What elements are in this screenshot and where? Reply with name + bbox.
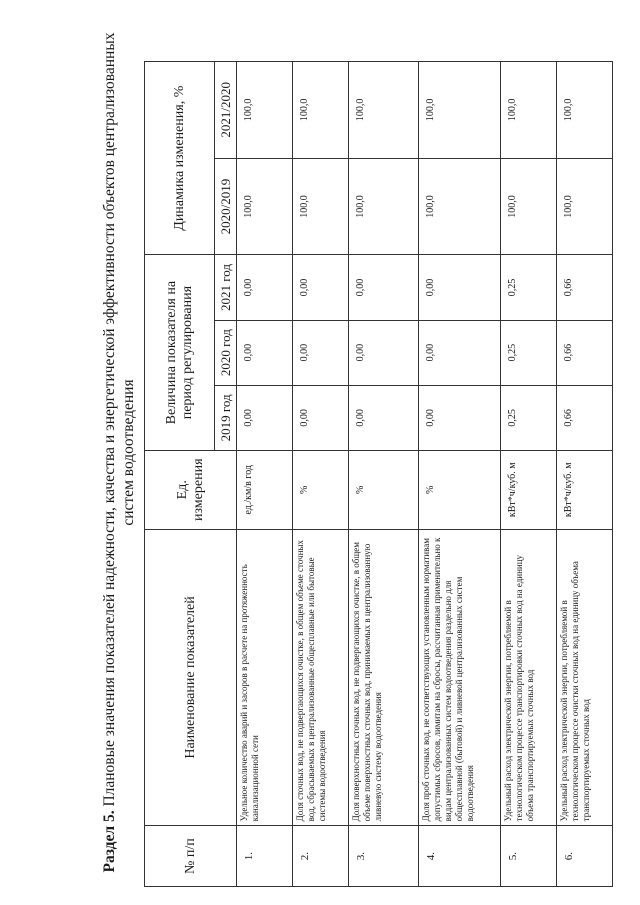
row-dyn-2: 100,0: [293, 62, 349, 159]
row-unit: %: [419, 450, 501, 529]
indicators-table: [144, 61, 613, 887]
row-value-2019: 0,00: [237, 385, 293, 450]
row-dyn-1: 100,0: [501, 158, 557, 255]
table-row: [293, 62, 349, 887]
header-name: Наименование показателей: [145, 529, 237, 826]
row-name: Доля сточных вод, не подвергающихся очистке, в общем объеме сточных вод, сбрасываемых в централизованные общесплавные или бытовые системы водоотведения: [293, 529, 349, 826]
row-value-2020: 0,00: [349, 320, 419, 385]
table-row: [349, 62, 419, 887]
row-name: Доля поверхностных сточных вод, не подвергающихся очистке, в общем объеме поверхностных сточных вод, принимаемых в централизованную ливневую систему водоотведения: [349, 529, 419, 826]
row-unit: ед./км/в год: [237, 450, 293, 529]
header-values-group: Величина показателя на период регулирования: [145, 255, 215, 451]
row-value-2019: 0,00: [293, 385, 349, 450]
section-heading: [100, 20, 138, 885]
row-value-2021: 0,00: [293, 255, 349, 320]
row-value-2021: 0,66: [557, 255, 613, 320]
row-dyn-2: 100,0: [419, 62, 501, 159]
row-value-2019: 0,66: [557, 385, 613, 450]
row-num: 3.: [349, 826, 419, 887]
section-title: Плановые значения показателей надежности, качества и энергетической эффективности объектов централизованных систем водоотведения: [101, 32, 137, 811]
row-num: 4.: [419, 826, 501, 887]
row-num: 2.: [293, 826, 349, 887]
header-dyn-2021-2020: 2021/2020: [215, 62, 237, 159]
row-num: 5.: [501, 826, 557, 887]
row-unit: кВт*ч/куб. м: [557, 450, 613, 529]
row-dyn-1: 100,0: [349, 158, 419, 255]
row-value-2020: 0,25: [501, 320, 557, 385]
row-name: Удельное количество аварий и засоров в расчете на протяженность канализационной сети: [237, 529, 293, 826]
header-year-2021: 2021 год: [215, 255, 237, 320]
row-value-2021: 0,00: [349, 255, 419, 320]
header-unit: Ед. измерения: [145, 450, 237, 529]
row-dyn-1: 100,0: [419, 158, 501, 255]
header-year-2020: 2020 год: [215, 320, 237, 385]
row-name: Удельный расход электрической энергии, потребляемой в технологическом процессе транспортировки сточных вод на единицу объема транспортируемых сточных вод: [501, 529, 557, 826]
header-num: № п/п: [145, 826, 237, 887]
row-dyn-1: 100,0: [293, 158, 349, 255]
table-row: [237, 62, 293, 887]
table-row: [419, 62, 501, 887]
row-value-2021: 0,00: [419, 255, 501, 320]
row-dyn-1: 100,0: [237, 158, 293, 255]
row-value-2019: 0,25: [501, 385, 557, 450]
row-dyn-2: 100,0: [557, 62, 613, 159]
row-dyn-2: 100,0: [237, 62, 293, 159]
row-name: Удельный расход электрической энергии, потребляемой в технологическом процессе очистки сточных вод на единицу объема транспортируемых сточных вод: [557, 529, 613, 826]
row-value-2021: 0,00: [237, 255, 293, 320]
row-unit: кВт*ч/куб. м: [501, 450, 557, 529]
row-num: 1.: [237, 826, 293, 887]
row-value-2020: 0,00: [237, 320, 293, 385]
row-value-2019: 0,00: [419, 385, 501, 450]
table-row: [501, 62, 557, 887]
row-value-2019: 0,00: [349, 385, 419, 450]
row-unit: %: [293, 450, 349, 529]
table-row: [557, 62, 613, 887]
row-value-2021: 0,25: [501, 255, 557, 320]
row-dyn-1: 100,0: [557, 158, 613, 255]
header-dynamics-group: Динамика изменения, %: [145, 62, 215, 255]
header-year-2019: 2019 год: [215, 385, 237, 450]
row-value-2020: 0,00: [419, 320, 501, 385]
row-value-2020: 0,66: [557, 320, 613, 385]
row-dyn-2: 100,0: [501, 62, 557, 159]
row-value-2020: 0,00: [293, 320, 349, 385]
row-unit: %: [349, 450, 419, 529]
row-num: 6.: [557, 826, 613, 887]
section-number: Раздел 5.: [101, 810, 118, 873]
row-dyn-2: 100,0: [349, 62, 419, 159]
header-dyn-2020-2019: 2020/2019: [215, 158, 237, 255]
row-name: Доля проб сточных вод, не соответствующих установленным нормативам допустимых сбросов, лимитам на сбросы, рассчитанная применительно к видам централизованных систем водоотведения раздельно для общесплавной (бытовой) и ливневой централизованных систем водоотведения: [419, 529, 501, 826]
